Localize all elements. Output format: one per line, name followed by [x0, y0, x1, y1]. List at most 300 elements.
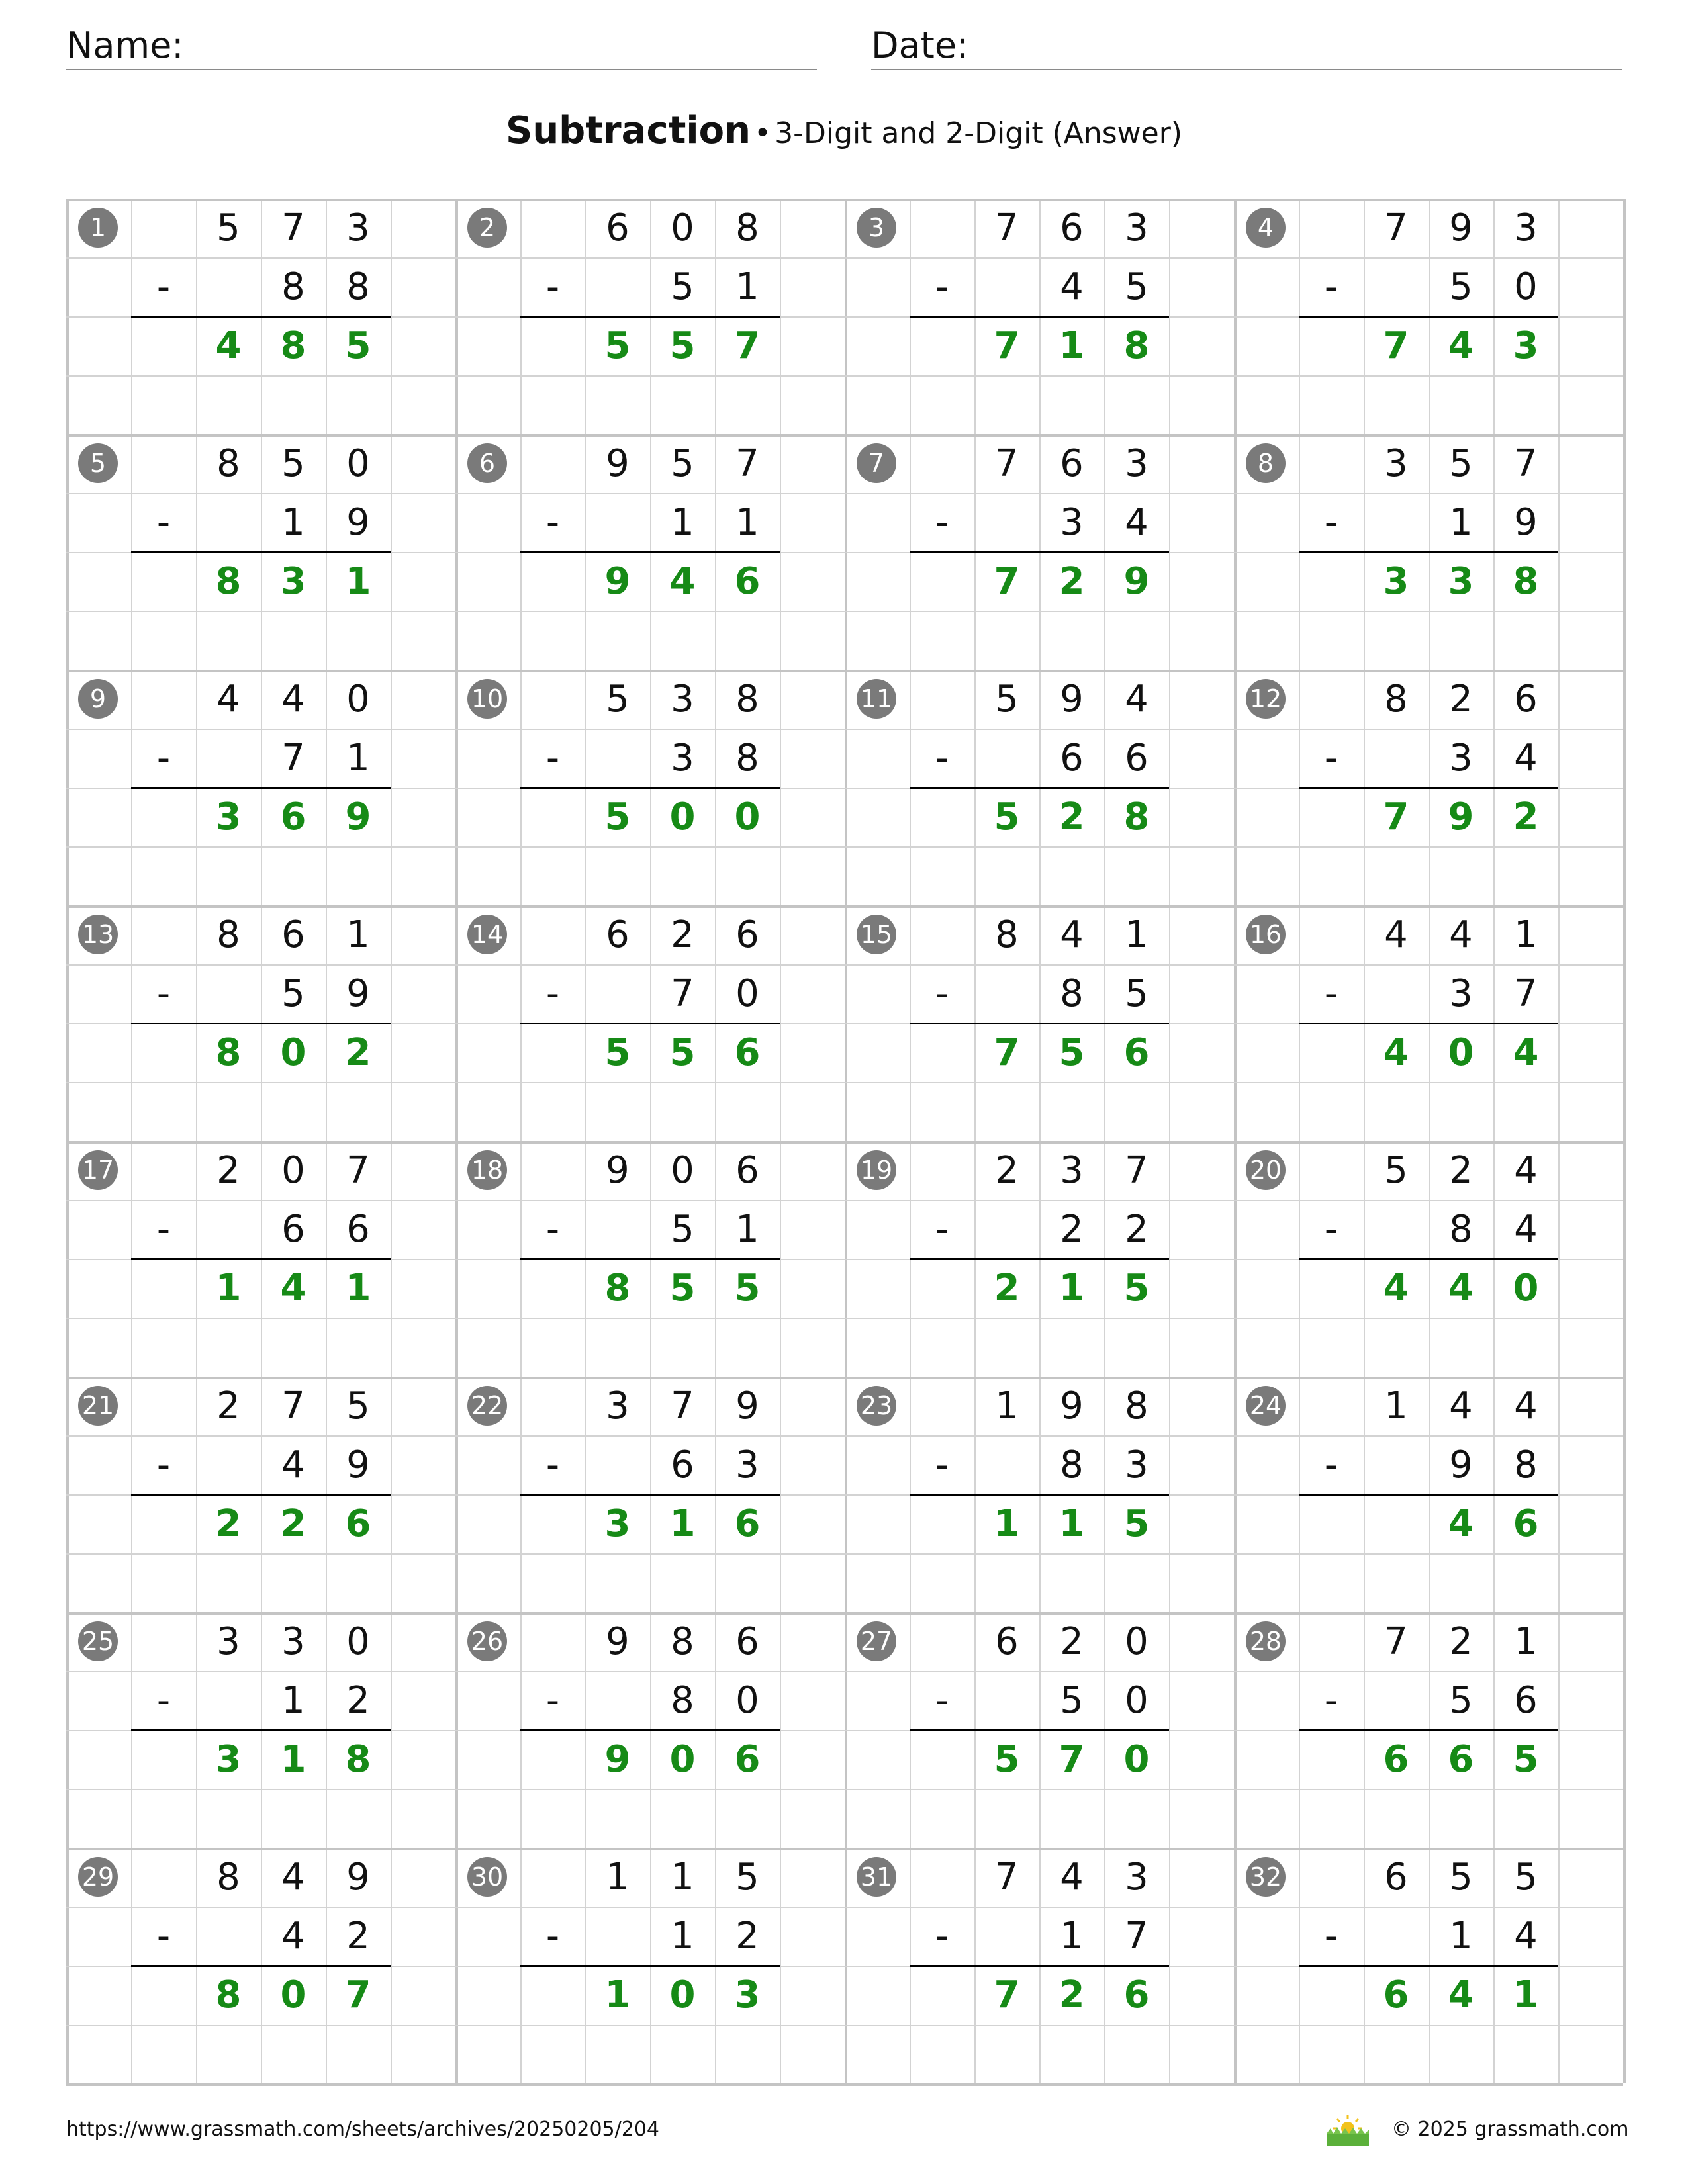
answer-rule-line [1299, 787, 1558, 789]
answer-digit: 5 [604, 796, 631, 839]
problem-block [1234, 1612, 1623, 1848]
minuend-digit: 8 [995, 913, 1019, 956]
answer-rule-line [520, 1258, 780, 1260]
problem-block [66, 905, 455, 1141]
minuend-digit: 2 [216, 1149, 240, 1192]
answer-digit: 4 [215, 324, 242, 367]
answer-digit: 1 [604, 1974, 631, 2017]
minuend-digit: 3 [606, 1385, 630, 1428]
minus-sign: - [935, 501, 949, 544]
problem-number-badge: 11 [857, 679, 896, 719]
answer-digit: 6 [734, 1031, 761, 1074]
subtrahend-digit: 0 [1514, 265, 1538, 308]
answer-digit: 9 [604, 560, 631, 603]
subtrahend-digit: 8 [1449, 1208, 1473, 1251]
answer-rule-line [1299, 316, 1558, 318]
minuend-digit: 0 [346, 678, 370, 721]
problem-number-badge: 12 [1246, 679, 1286, 719]
answer-digit: 8 [215, 1974, 242, 2017]
answer-digit: 5 [734, 1267, 761, 1310]
subtrahend-digit: 3 [1060, 501, 1084, 544]
problem-number-badge: 10 [467, 679, 507, 719]
minuend-digit: 6 [1060, 206, 1084, 250]
answer-digit: 5 [604, 324, 631, 367]
minus-sign: - [156, 265, 171, 308]
problem-block [845, 905, 1234, 1141]
answer-digit: 4 [1383, 1031, 1409, 1074]
subtrahend-digit: 4 [1514, 1208, 1538, 1251]
subtrahend-digit: 3 [671, 737, 694, 780]
answer-digit: 1 [1058, 324, 1085, 367]
minuend-digit: 5 [1514, 1856, 1538, 1899]
problem-number-badge: 16 [1246, 915, 1286, 954]
answer-digit: 3 [1448, 560, 1474, 603]
problem-block [66, 199, 455, 434]
grid-row-line [66, 2083, 1623, 2086]
problem-block [455, 1612, 845, 1848]
problem-number-badge: 28 [1246, 1621, 1286, 1661]
subtrahend-digit: 7 [1125, 1915, 1149, 1958]
answer-digit: 7 [994, 560, 1020, 603]
minuend-digit: 7 [1514, 442, 1538, 485]
minuend-digit: 2 [995, 1149, 1019, 1192]
answer-rule-line [910, 316, 1169, 318]
answer-digit: 4 [280, 1267, 306, 1310]
subtrahend-digit: 1 [1449, 1915, 1473, 1958]
answer-rule-line [520, 316, 780, 318]
minus-sign: - [545, 501, 560, 544]
answer-digit: 4 [1448, 1974, 1474, 2017]
problem-block [66, 670, 455, 905]
answer-rule-line [910, 1258, 1169, 1260]
minuend-digit: 3 [346, 206, 370, 250]
subtrahend-digit: 7 [1514, 972, 1538, 1015]
minuend-digit: 7 [281, 1385, 305, 1428]
subtrahend-digit: 9 [346, 501, 370, 544]
problem-number-badge: 4 [1246, 208, 1286, 248]
answer-rule-line [1299, 551, 1558, 553]
answer-rule-line [910, 1494, 1169, 1496]
minuend-digit: 4 [1060, 1856, 1084, 1899]
minuend-digit: 7 [995, 206, 1019, 250]
answer-digit: 0 [669, 1738, 696, 1781]
problem-number-badge: 32 [1246, 1857, 1286, 1897]
minus-sign: - [935, 1208, 949, 1251]
answer-digit: 1 [669, 1502, 696, 1545]
minuend-digit: 3 [281, 1620, 305, 1663]
answer-digit: 1 [345, 1267, 371, 1310]
answer-digit: 2 [1058, 560, 1085, 603]
minuend-digit: 9 [1449, 206, 1473, 250]
answer-digit: 1 [1513, 1974, 1539, 2017]
subtrahend-digit: 1 [671, 1915, 694, 1958]
minuend-digit: 0 [671, 206, 694, 250]
answer-digit: 9 [1123, 560, 1150, 603]
answer-digit: 4 [1448, 1267, 1474, 1310]
problem-block [455, 1377, 845, 1612]
answer-rule-line [131, 551, 391, 553]
minus-sign: - [1324, 737, 1338, 780]
minuend-digit: 3 [1384, 442, 1408, 485]
subtrahend-digit: 8 [281, 265, 305, 308]
answer-rule-line [520, 551, 780, 553]
subtrahend-digit: 5 [1125, 265, 1149, 308]
subtrahend-digit: 1 [735, 501, 759, 544]
subtrahend-digit: 8 [671, 1679, 694, 1722]
answer-digit: 7 [994, 1974, 1020, 2017]
minuend-digit: 1 [606, 1856, 630, 1899]
subtrahend-digit: 6 [1125, 737, 1149, 780]
answer-digit: 3 [215, 1738, 242, 1781]
answer-rule-line [910, 1023, 1169, 1024]
minuend-digit: 7 [281, 206, 305, 250]
minuend-digit: 2 [1060, 1620, 1084, 1663]
answer-digit: 6 [734, 1738, 761, 1781]
answer-digit: 9 [345, 796, 371, 839]
problem-block [845, 1612, 1234, 1848]
answer-digit: 7 [994, 1031, 1020, 1074]
subtrahend-digit: 5 [1449, 1679, 1473, 1722]
answer-rule-line [1299, 1494, 1558, 1496]
minuend-digit: 6 [995, 1620, 1019, 1663]
minuend-digit: 1 [1514, 913, 1538, 956]
answer-digit: 8 [215, 560, 242, 603]
problem-number-badge: 7 [857, 443, 896, 483]
minuend-digit: 3 [1514, 206, 1538, 250]
problem-number-badge: 18 [467, 1150, 507, 1190]
subtrahend-digit: 2 [1125, 1208, 1149, 1251]
problem-block [66, 434, 455, 670]
problem-number-badge: 19 [857, 1150, 896, 1190]
answer-rule-line [131, 1729, 391, 1731]
problem-block [845, 670, 1234, 905]
minuend-digit: 4 [1514, 1149, 1538, 1192]
minuend-digit: 0 [1125, 1620, 1149, 1663]
answer-digit: 5 [604, 1031, 631, 1074]
subtrahend-digit: 4 [1514, 737, 1538, 780]
answer-digit: 8 [345, 1738, 371, 1781]
subtrahend-digit: 6 [281, 1208, 305, 1251]
problem-block [455, 670, 845, 905]
answer-rule-line [1299, 1729, 1558, 1731]
minuend-digit: 3 [1060, 1149, 1084, 1192]
subtrahend-digit: 5 [671, 1208, 694, 1251]
minuend-digit: 9 [735, 1385, 759, 1428]
name-label: Name: [66, 24, 184, 66]
date-label: Date: [871, 24, 969, 66]
answer-rule-line [1299, 1965, 1558, 1967]
answer-digit: 7 [1383, 324, 1409, 367]
subtrahend-digit: 4 [281, 1443, 305, 1486]
minus-sign: - [156, 1679, 171, 1722]
minus-sign: - [935, 265, 949, 308]
answer-digit: 1 [215, 1267, 242, 1310]
problem-block [1234, 905, 1623, 1141]
minuend-digit: 9 [1060, 1385, 1084, 1428]
answer-digit: 5 [1123, 1267, 1150, 1310]
answer-digit: 0 [1448, 1031, 1474, 1074]
answer-digit: 6 [1123, 1974, 1150, 2017]
minus-sign: - [1324, 501, 1338, 544]
answer-digit: 2 [280, 1502, 306, 1545]
problem-number-badge: 22 [467, 1386, 507, 1426]
answer-digit: 3 [1513, 324, 1539, 367]
subtrahend-digit: 8 [1060, 1443, 1084, 1486]
subtrahend-digit: 5 [281, 972, 305, 1015]
minuend-digit: 5 [281, 442, 305, 485]
name-field[interactable] [66, 23, 817, 70]
minuend-digit: 3 [1125, 442, 1149, 485]
problem-block [1234, 1377, 1623, 1612]
minuend-digit: 0 [346, 442, 370, 485]
minuend-digit: 4 [281, 678, 305, 721]
minuend-digit: 7 [346, 1149, 370, 1192]
minuend-digit: 7 [995, 1856, 1019, 1899]
problem-block [1234, 670, 1623, 905]
minus-sign: - [545, 1679, 560, 1722]
subtrahend-digit: 6 [346, 1208, 370, 1251]
problem-number-badge: 20 [1246, 1150, 1286, 1190]
subtrahend-digit: 6 [671, 1443, 694, 1486]
answer-digit: 5 [345, 324, 371, 367]
answer-digit: 8 [1123, 796, 1150, 839]
subtrahend-digit: 8 [346, 265, 370, 308]
problem-block [845, 1848, 1234, 2083]
answer-rule-line [131, 787, 391, 789]
answer-digit: 5 [669, 324, 696, 367]
answer-digit: 5 [1058, 1031, 1085, 1074]
minuend-digit: 8 [1125, 1385, 1149, 1428]
subtrahend-digit: 0 [735, 972, 759, 1015]
answer-digit: 7 [994, 324, 1020, 367]
minuend-digit: 9 [346, 1856, 370, 1899]
minuend-digit: 1 [671, 1856, 694, 1899]
minus-sign: - [1324, 1208, 1338, 1251]
answer-digit: 8 [1123, 324, 1150, 367]
answer-rule-line [910, 551, 1169, 553]
subtrahend-digit: 4 [281, 1915, 305, 1958]
answer-rule-line [520, 1494, 780, 1496]
subtrahend-digit: 5 [1060, 1679, 1084, 1722]
minuend-digit: 3 [1125, 1856, 1149, 1899]
minuend-digit: 4 [1514, 1385, 1538, 1428]
answer-digit: 5 [994, 796, 1020, 839]
answer-digit: 4 [1448, 324, 1474, 367]
subtrahend-digit: 0 [735, 1679, 759, 1722]
problem-number-badge: 31 [857, 1857, 896, 1897]
subtrahend-digit: 5 [1125, 972, 1149, 1015]
minuend-digit: 4 [1449, 913, 1473, 956]
answer-digit: 2 [215, 1502, 242, 1545]
problem-number-badge: 25 [78, 1621, 118, 1661]
title-subtitle: 3-Digit and 2-Digit (Answer) [774, 116, 1182, 150]
minuend-digit: 1 [1514, 1620, 1538, 1663]
answer-digit: 0 [280, 1974, 306, 2017]
answer-digit: 6 [345, 1502, 371, 1545]
minus-sign: - [935, 972, 949, 1015]
title-separator: • [754, 116, 771, 150]
footer-copyright: © 2025 grassmath.com [1391, 2118, 1629, 2141]
minus-sign: - [545, 737, 560, 780]
minuend-digit: 4 [281, 1856, 305, 1899]
answer-digit: 2 [1058, 796, 1085, 839]
problem-block [455, 1848, 845, 2083]
answer-digit: 8 [215, 1031, 242, 1074]
problem-number-badge: 14 [467, 915, 507, 954]
subtrahend-digit: 3 [1125, 1443, 1149, 1486]
title-main: Subtraction [505, 109, 751, 152]
answer-digit: 5 [994, 1738, 1020, 1781]
subtrahend-digit: 9 [1514, 501, 1538, 544]
answer-rule-line [520, 787, 780, 789]
minuend-digit: 5 [1449, 1856, 1473, 1899]
minuend-digit: 2 [216, 1385, 240, 1428]
answer-digit: 0 [734, 796, 761, 839]
minuend-digit: 5 [346, 1385, 370, 1428]
subtrahend-digit: 2 [1060, 1208, 1084, 1251]
subtrahend-digit: 1 [281, 501, 305, 544]
subtrahend-digit: 6 [1514, 1679, 1538, 1722]
answer-digit: 3 [734, 1974, 761, 2017]
grass-sun-logo-icon [1324, 2111, 1372, 2148]
answer-digit: 8 [1513, 560, 1539, 603]
answer-digit: 2 [994, 1267, 1020, 1310]
problem-block [845, 1141, 1234, 1377]
answer-rule-line [910, 1965, 1169, 1967]
problem-number-badge: 29 [78, 1857, 118, 1897]
subtrahend-digit: 3 [735, 1443, 759, 1486]
problem-number-badge: 3 [857, 208, 896, 248]
answer-digit: 4 [1513, 1031, 1539, 1074]
minuend-digit: 2 [1449, 1620, 1473, 1663]
minuend-digit: 7 [1384, 206, 1408, 250]
answer-digit: 6 [1383, 1738, 1409, 1781]
problem-block [455, 1141, 845, 1377]
answer-digit: 7 [345, 1974, 371, 2017]
minuend-digit: 6 [735, 1620, 759, 1663]
subtrahend-digit: 7 [281, 737, 305, 780]
subtrahend-digit: 1 [346, 737, 370, 780]
minuend-digit: 5 [606, 678, 630, 721]
problem-block [1234, 199, 1623, 434]
problem-number-badge: 26 [467, 1621, 507, 1661]
minuend-digit: 1 [346, 913, 370, 956]
subtrahend-digit: 6 [1060, 737, 1084, 780]
subtrahend-digit: 4 [1125, 501, 1149, 544]
minus-sign: - [935, 1915, 949, 1958]
problem-number-badge: 6 [467, 443, 507, 483]
problem-number-badge: 23 [857, 1386, 896, 1426]
answer-digit: 9 [604, 1738, 631, 1781]
answer-digit: 2 [345, 1031, 371, 1074]
answer-digit: 3 [1383, 560, 1409, 603]
minuend-digit: 8 [216, 1856, 240, 1899]
minus-sign: - [156, 1208, 171, 1251]
answer-rule-line [520, 1729, 780, 1731]
problem-number-badge: 24 [1246, 1386, 1286, 1426]
subtrahend-digit: 1 [281, 1679, 305, 1722]
minuend-digit: 4 [1384, 913, 1408, 956]
problem-block [66, 1377, 455, 1612]
answer-rule-line [910, 787, 1169, 789]
minus-sign: - [156, 972, 171, 1015]
minus-sign: - [545, 1443, 560, 1486]
subtrahend-digit: 9 [1449, 1443, 1473, 1486]
answer-digit: 1 [280, 1738, 306, 1781]
problem-number-badge: 27 [857, 1621, 896, 1661]
problem-block [1234, 1848, 1623, 2083]
answer-rule-line [520, 1965, 780, 1967]
minuend-digit: 6 [606, 206, 630, 250]
minuend-digit: 9 [606, 1149, 630, 1192]
minuend-digit: 3 [671, 678, 694, 721]
answer-digit: 6 [1513, 1502, 1539, 1545]
subtrahend-digit: 1 [735, 1208, 759, 1251]
minus-sign: - [545, 1915, 560, 1958]
minuend-digit: 5 [1384, 1149, 1408, 1192]
answer-rule-line [1299, 1023, 1558, 1024]
minus-sign: - [156, 1915, 171, 1958]
problem-number-badge: 1 [78, 208, 118, 248]
problem-grid [66, 199, 1623, 2083]
answer-digit: 7 [1383, 796, 1409, 839]
subtrahend-digit: 4 [1514, 1915, 1538, 1958]
answer-digit: 6 [1383, 1974, 1409, 2017]
answer-digit: 9 [1448, 796, 1474, 839]
minuend-digit: 5 [995, 678, 1019, 721]
answer-rule-line [131, 1494, 391, 1496]
minuend-digit: 1 [1125, 913, 1149, 956]
problem-number-badge: 15 [857, 915, 896, 954]
date-field[interactable] [871, 23, 1622, 70]
minuend-digit: 8 [735, 678, 759, 721]
problem-block [66, 1141, 455, 1377]
minuend-digit: 7 [995, 442, 1019, 485]
minuend-digit: 9 [606, 442, 630, 485]
minus-sign: - [1324, 1443, 1338, 1486]
problem-number-badge: 13 [78, 915, 118, 954]
answer-digit: 1 [345, 560, 371, 603]
answer-digit: 6 [280, 796, 306, 839]
answer-digit: 0 [669, 1974, 696, 2017]
minuend-digit: 6 [606, 913, 630, 956]
subtrahend-digit: 4 [1060, 265, 1084, 308]
problem-block [455, 905, 845, 1141]
problem-number-badge: 21 [78, 1386, 118, 1426]
subtrahend-digit: 0 [1125, 1679, 1149, 1722]
problem-number-badge: 30 [467, 1857, 507, 1897]
problem-block [845, 434, 1234, 670]
problem-block [1234, 1141, 1623, 1377]
problem-block [66, 1612, 455, 1848]
subtrahend-digit: 1 [671, 501, 694, 544]
problem-block [845, 1377, 1234, 1612]
answer-digit: 4 [669, 560, 696, 603]
answer-rule-line [131, 1023, 391, 1024]
answer-digit: 5 [1123, 1502, 1150, 1545]
minuend-digit: 7 [1125, 1149, 1149, 1192]
problem-block [66, 1848, 455, 2083]
minuend-digit: 1 [1384, 1385, 1408, 1428]
subtrahend-digit: 3 [1449, 737, 1473, 780]
problem-block [845, 199, 1234, 434]
problem-number-badge: 2 [467, 208, 507, 248]
subtrahend-digit: 2 [346, 1915, 370, 1958]
minuend-digit: 7 [1384, 1620, 1408, 1663]
answer-digit: 4 [1383, 1267, 1409, 1310]
answer-digit: 6 [1448, 1738, 1474, 1781]
answer-digit: 8 [604, 1267, 631, 1310]
